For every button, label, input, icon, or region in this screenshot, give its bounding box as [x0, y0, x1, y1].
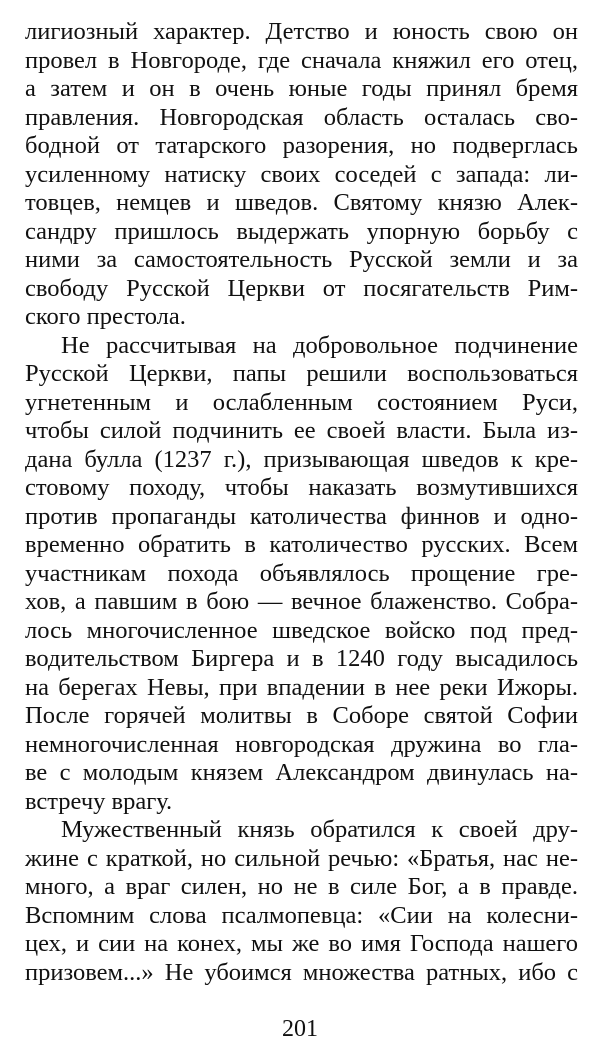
text-line: угнетенным и ослабленным состоянием Руси, [25, 388, 578, 416]
text-line: После горячей молитвы в Соборе святой Софии [25, 702, 578, 729]
text-line: лось многочисленное шведское войско под пред- [25, 616, 578, 644]
paragraph [25, 332, 578, 817]
text-line: ними за самостоятельность Русской земли и за [25, 246, 578, 273]
paragraph [25, 816, 578, 987]
text-line: временно обратить в католичество русских. Всем [25, 531, 578, 558]
text-line: провел в Новгороде, где сначала княжил его отец, [25, 46, 578, 74]
text-line: усиленному натиску своих соседей с запада: ли- [25, 160, 578, 188]
text-line: участникам похода объявлялось прощение гре- [25, 559, 578, 587]
page-body [25, 18, 578, 987]
text-line: цех, и сии на конех, мы же во имя Господа нашего [25, 930, 578, 957]
text-line: Мужественный князь обратился к своей дру- [61, 816, 578, 843]
text-line: свободу Русской Церкви от посягательств Рим- [25, 274, 578, 302]
text-line: немногочисленная новгородская дружина во гла- [25, 730, 578, 758]
page-number: 201 [282, 1016, 318, 1042]
text-line: стовому походу, чтобы наказать возмутившихся [25, 474, 578, 501]
text-line: на берегах Невы, при впадении в нее реки Ижоры. [25, 673, 578, 701]
text-line: Вспомним слова псалмопевца: «Сии на колесни- [25, 901, 578, 929]
paragraph [25, 18, 578, 332]
text-line: ского престола. [25, 303, 186, 330]
text-line: Не рассчитывая на добровольное подчинение [61, 331, 578, 359]
text-line: хов, а павшим в бою — вечное блаженство. Собра- [25, 588, 578, 615]
text-line: встречу врагу. [25, 787, 173, 815]
text-line: против пропаганды католичества финнов и одно- [25, 502, 578, 530]
text-line: жине с краткой, но сильной речью: «Братья, нас не- [25, 844, 578, 872]
text-line: дана булла (1237 г.), призывающая шведов к кре- [25, 445, 578, 473]
text-line: чтобы силой подчинить ее своей власти. Была из- [25, 417, 578, 444]
text-line: бодной от татарского разорения, но подверглась [25, 132, 578, 159]
text-line: а затем и он в очень юные годы принял бремя [25, 75, 578, 102]
text-line: ве с молодым князем Александром двинулась на- [25, 759, 578, 786]
text-line: Русской Церкви, папы решили воспользоваться [25, 360, 578, 387]
text-line: правления. Новгородская область осталась сво- [25, 103, 578, 131]
text-line: призовем...» Не убоимся множества ратных, ибо с [25, 958, 578, 986]
text-line: много, а враг силен, но не в силе Бог, а в правде. [25, 873, 578, 900]
text-line: водительством Биргера и в 1240 году высадилось [25, 645, 578, 672]
text-line: сандру пришлось выдержать упорную борьбу с [25, 217, 578, 245]
text-line: товцев, немцев и шведов. Святому князю Алек- [25, 189, 578, 216]
text-line: лигиозный характер. Детство и юность свою он [25, 18, 578, 45]
